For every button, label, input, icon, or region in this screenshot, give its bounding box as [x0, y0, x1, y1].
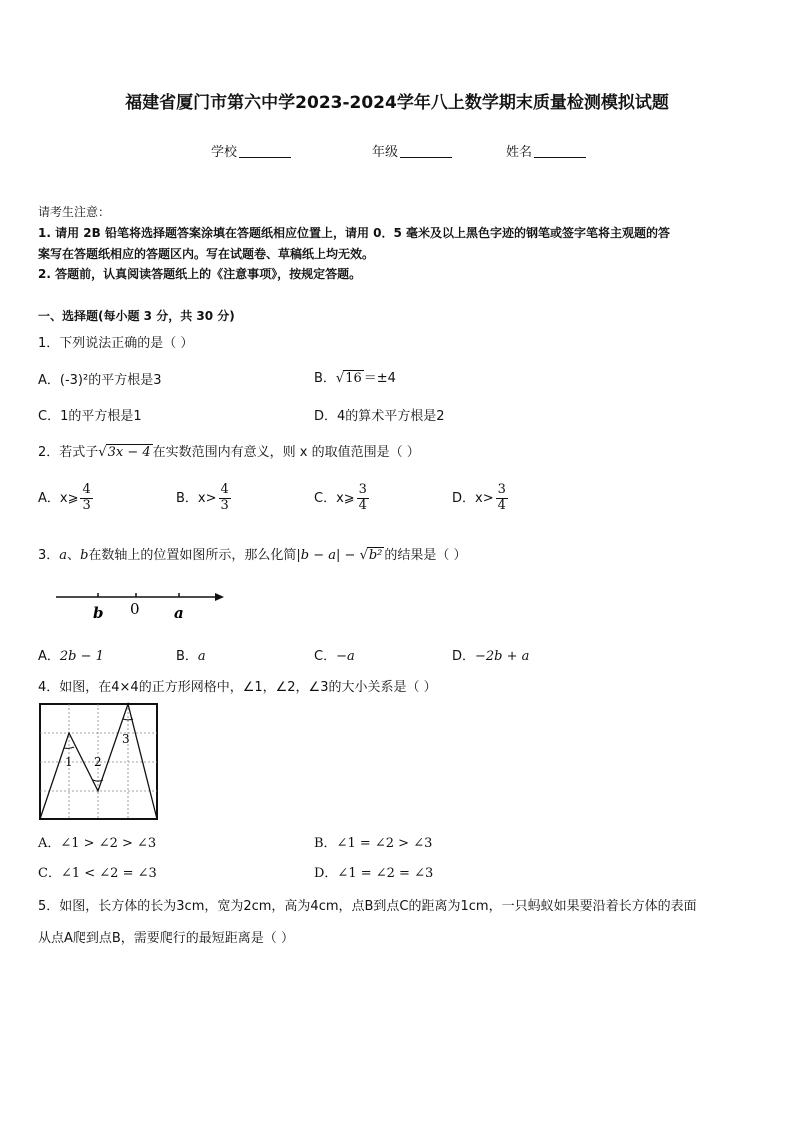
sqrt-symbol: √ [98, 445, 107, 460]
q2-option-b-label: B．x> [176, 490, 217, 506]
q2-stem [38, 441, 420, 460]
name-label: 姓名 [506, 145, 533, 160]
sqrt-symbol: √ [335, 371, 345, 386]
notice-line-2: 2. 答题前，认真阅读答题纸上的《注意事项》，按规定答题。 [38, 267, 362, 281]
q4-option-b: B．∠1 = ∠2 > ∠3 [314, 836, 433, 851]
q3-var-b: b [80, 548, 89, 563]
section-heading: 一、选择题(每小题 3 分，共 30 分) [38, 309, 235, 323]
axis-label-b: b [93, 604, 104, 622]
q4-option-a: A．∠1 > ∠2 > ∠3 [38, 836, 157, 851]
numerator: 3 [497, 482, 506, 497]
q3-var-a: a [59, 548, 68, 563]
q2-option-d [452, 483, 508, 514]
q3-stem-pre: 3． [38, 548, 60, 563]
grade-blank [400, 145, 452, 158]
angle-label-2: 2 [94, 755, 102, 769]
q1-option-b [314, 367, 396, 386]
q3-option-b-value: a [197, 649, 206, 664]
fraction [80, 483, 92, 514]
q3-option-c [314, 645, 355, 664]
fraction [219, 483, 231, 514]
angle-label-1: 1 [65, 755, 73, 769]
q4-stem: 4．如图，在4×4的正方形网格中，∠1，∠2，∠3的大小关系是（ ） [38, 680, 437, 695]
notice-line-1a: 1. 请用 2B 铅笔将选择题答案涂填在答题纸相应位置上，请用 0．5 毫米及以上黑色字迹的钢笔或签字笔将主观题的答 [38, 226, 670, 240]
number-line-figure [52, 584, 227, 624]
numerator: 4 [82, 482, 91, 497]
q2-option-c-label: C．x⩾ [314, 490, 355, 506]
q3-radicand: b² [368, 548, 383, 563]
q2-option-c [314, 483, 369, 514]
q2-option-a-label: A．x⩾ [38, 490, 79, 506]
q3-option-a-label: A． [38, 649, 60, 664]
q1-option-a: A．(-3)²的平方根是3 [38, 373, 162, 388]
school-blank [239, 145, 291, 158]
q2-option-d-label: D．x> [452, 490, 494, 506]
q3-option-d [452, 645, 529, 664]
grade-label: 年级 [372, 145, 399, 160]
q3-option-d-value: −2b + a [475, 649, 530, 664]
q3-option-a-value: 2b − 1 [59, 649, 104, 664]
q2-stem-pre: 2．若式子 [38, 445, 99, 460]
fraction [357, 483, 369, 514]
angle-arc-1 [64, 747, 74, 748]
q4-option-c: C．∠1 < ∠2 = ∠3 [38, 866, 157, 881]
fraction [496, 483, 508, 514]
q2-option-b [176, 483, 231, 514]
name-field [506, 141, 586, 160]
angle-arc-3 [123, 719, 133, 720]
q3-option-c-label: C． [314, 649, 337, 664]
q2-radicand: 3x − 4 [107, 445, 151, 460]
school-field [211, 141, 291, 160]
denominator: 3 [82, 497, 91, 513]
axis-label-zero: 0 [130, 600, 140, 618]
denominator: 4 [358, 497, 367, 513]
numerator: 3 [358, 482, 367, 497]
q3-stem-mid: 在数轴上的位置如图所示，那么化简 [88, 548, 297, 563]
q2-stem-post: 在实数范围内有意义，则 x 的取值范围是（ ） [152, 445, 420, 460]
q3-sep: 、 [67, 548, 81, 563]
q1-option-d: D．4的算术平方根是2 [314, 409, 445, 424]
q3-option-a [38, 645, 104, 664]
page-title: 福建省厦门市第六中学2023-2024学年八上数学期末质量检测模拟试题 [125, 93, 669, 113]
school-label: 学校 [211, 145, 238, 160]
q1-option-b-rest: ＝±4 [363, 371, 396, 386]
denominator: 3 [220, 497, 229, 513]
name-blank [534, 145, 586, 158]
axis-label-a: a [174, 604, 184, 622]
q3-stem-post: 的结果是（ ） [384, 548, 467, 563]
q1-option-b-radicand: 16 [345, 371, 362, 386]
grid-angle-figure [38, 702, 162, 821]
denominator: 4 [497, 497, 506, 513]
notice-heading: 请考生注意： [38, 205, 111, 219]
grade-field [372, 141, 452, 160]
numerator: 4 [220, 482, 229, 497]
q1-option-b-label: B． [314, 371, 336, 386]
arrow-icon [215, 593, 224, 601]
q3-option-c-value: −a [336, 649, 355, 664]
notice-line-1b: 案写在答题纸相应的答题区内。写在试题卷、草稿纸上均无效。 [38, 247, 375, 261]
q3-option-b-label: B． [176, 649, 198, 664]
q2-option-a [38, 483, 93, 514]
q3-option-d-label: D． [452, 649, 476, 664]
q5-line-2: 从点A爬到点B，需要爬行的最短距离是（ ） [38, 931, 294, 946]
q3-option-b [176, 645, 206, 664]
q1-option-c: C．1的平方根是1 [38, 409, 142, 424]
q5-line-1: 5．如图，长方体的长为3cm，宽为2cm，高为4cm，点B到点C的距离为1cm，一只蚂蚁如果要沿着长方体的表面 [38, 899, 697, 914]
q3-expression: |b − a| − [296, 548, 360, 563]
sqrt-symbol: √ [359, 548, 368, 563]
q3-stem [38, 544, 467, 563]
q4-option-d: D．∠1 = ∠2 = ∠3 [314, 866, 434, 881]
q1-stem: 1．下列说法正确的是（ ） [38, 336, 194, 351]
angle-label-3: 3 [122, 732, 130, 746]
